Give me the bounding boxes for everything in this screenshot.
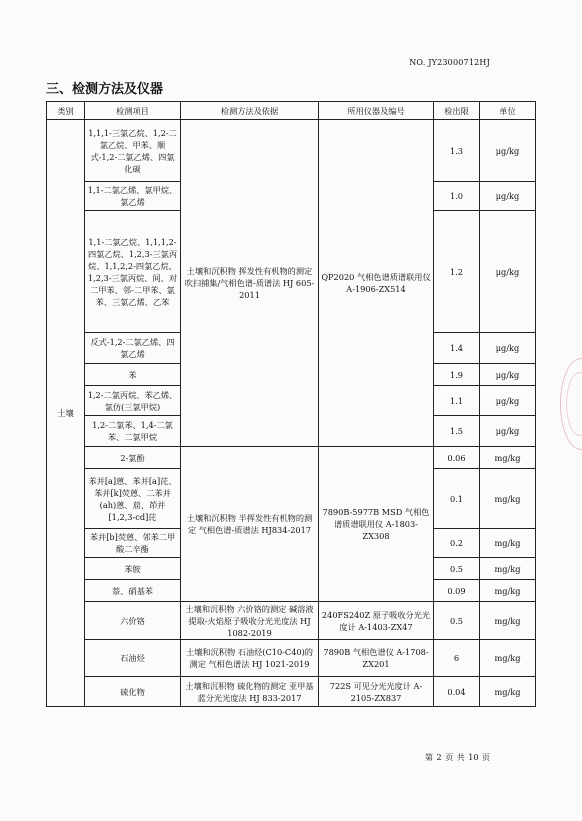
item-cell: 苯并[b]荧蒽、邻苯二甲酸二辛酯 [85, 529, 181, 558]
method-cell: 土壤和沉积物 挥发性有机物的测定 吹扫捕集/气相色谱-质谱法 HJ 605-2011 [181, 120, 319, 447]
limit-cell: 0.06 [434, 447, 480, 469]
unit-cell: μg/kg [480, 333, 536, 364]
header-unit: 单位 [480, 102, 536, 120]
table-row [47, 677, 536, 707]
item-cell: 苯 [85, 364, 181, 386]
limit-cell: 1.9 [434, 364, 480, 386]
unit-cell: mg/kg [480, 529, 536, 558]
methods-table [46, 101, 536, 707]
limit-cell: 0.5 [434, 558, 480, 580]
table-row [47, 447, 536, 469]
instrument-cell: QP2020 气相色谱质谱联用仪 A-1906-ZX514 [319, 120, 434, 447]
item-cell: 萘、硝基苯 [85, 580, 181, 602]
instrument-cell: 7890B 气相色谱仪 A-1708-ZX201 [319, 640, 434, 677]
method-cell: 土壤和沉积物 石油烃(C10-C40)的测定 气相色谱法 HJ 1021-2019 [181, 640, 319, 677]
item-cell: 1,2-二氯苯、1,4-二氯苯、二氯甲烷 [85, 416, 181, 447]
item-cell: 六价铬 [85, 602, 181, 640]
item-cell: 硫化物 [85, 677, 181, 707]
header-instrument: 所用仪器及编号 [319, 102, 434, 120]
item-cell: 苯并[a]蒽、苯并[a]芘、苯并[k]荧蒽、二苯并(ah)蒽、䓛、茚并[1,2,3-cd]芘 [85, 469, 181, 529]
header-category: 类别 [47, 102, 85, 120]
limit-cell: 0.5 [434, 602, 480, 640]
header-method: 检测方法及依据 [181, 102, 319, 120]
instrument-cell: 722S 可见分光光度计 A-2105-ZX837 [319, 677, 434, 707]
method-cell: 土壤和沉积物 硫化物的测定 亚甲基蓝分光光度法 HJ 833-2017 [181, 677, 319, 707]
limit-cell: 1.3 [434, 120, 480, 182]
instrument-cell: 7890B-5977B MSD 气相色谱质谱联用仪 A-1803-ZX308 [319, 447, 434, 602]
document-number: NO. JY23000712HJ [409, 58, 490, 67]
instrument-cell: 240FS240Z 原子吸收分光光度计 A-1403-ZX47 [319, 602, 434, 640]
limit-cell: 0.09 [434, 580, 480, 602]
limit-cell: 0.2 [434, 529, 480, 558]
item-cell: 反式-1,2-二氯乙烯、四氯乙烯 [85, 333, 181, 364]
unit-cell: μg/kg [480, 182, 536, 211]
limit-cell: 1.5 [434, 416, 480, 447]
table-row [47, 120, 536, 182]
item-cell: 石油烃 [85, 640, 181, 677]
item-cell: 2-氯酚 [85, 447, 181, 469]
limit-cell: 1.4 [434, 333, 480, 364]
limit-cell: 6 [434, 640, 480, 677]
header-item: 检测项目 [85, 102, 181, 120]
unit-cell: mg/kg [480, 580, 536, 602]
item-cell: 1,2-二氯丙烷、苯乙烯、氯仿(三氯甲烷) [85, 386, 181, 416]
unit-cell: μg/kg [480, 120, 536, 182]
header-limit: 检出限 [434, 102, 480, 120]
limit-cell: 0.04 [434, 677, 480, 707]
method-cell: 土壤和沉积物 六价铬的测定 碱溶液提取-火焰原子吸收分光光度法 HJ 1082-2019 [181, 602, 319, 640]
limit-cell: 0.1 [434, 469, 480, 529]
unit-cell: μg/kg [480, 211, 536, 333]
unit-cell: mg/kg [480, 447, 536, 469]
table-row [47, 602, 536, 640]
table-header-row [47, 102, 536, 120]
unit-cell: μg/kg [480, 416, 536, 447]
unit-cell: mg/kg [480, 469, 536, 529]
unit-cell: μg/kg [480, 364, 536, 386]
table-row [47, 640, 536, 677]
unit-cell: mg/kg [480, 640, 536, 677]
item-cell: 苯胺 [85, 558, 181, 580]
unit-cell: mg/kg [480, 602, 536, 640]
item-cell: 1,1-二氯乙烯、氯甲烷、氯乙烯 [85, 182, 181, 211]
limit-cell: 1.0 [434, 182, 480, 211]
item-cell: 1,1,1-三氯乙烷、1,2-二氯乙烷、甲苯、顺式-1,2-二氯乙烯、四氯化碳 [85, 120, 181, 182]
category-cell: 土壤 [47, 120, 85, 707]
unit-cell: mg/kg [480, 558, 536, 580]
page-number: 第 2 页 共 10 页 [425, 753, 490, 762]
item-cell: 1,1-二氯乙烷、1,1,1,2-四氯乙烷、1,2,3-三氯丙烷、1,1,2,2-四氯乙烷、1,2,3-三氯丙烷、间、对二甲苯、邻-二甲苯、氯苯、三氯乙烯、乙苯 [85, 211, 181, 333]
section-title: 三、检测方法及仪器 [46, 82, 164, 97]
limit-cell: 1.2 [434, 211, 480, 333]
unit-cell: μg/kg [480, 386, 536, 416]
method-cell: 土壤和沉积物 半挥发性有机物的测定 气相色谱-质谱法 HJ834-2017 [181, 447, 319, 602]
limit-cell: 1.1 [434, 386, 480, 416]
unit-cell: mg/kg [480, 677, 536, 707]
